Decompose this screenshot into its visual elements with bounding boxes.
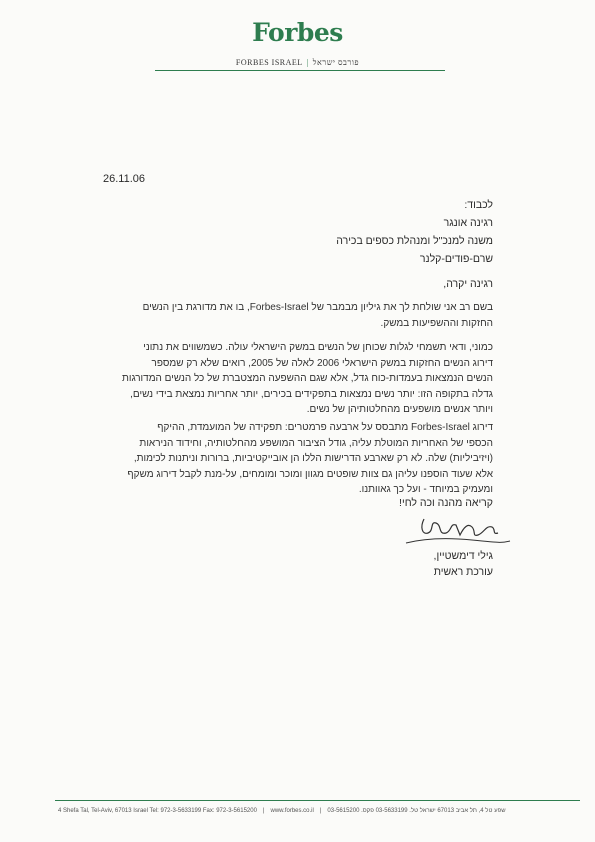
paragraph-line: גדלה בתקופה הזו: יותר נשים נמצאות בתפקידים בכירים, יותר אחריות נמצאת בידי נשים,	[130, 388, 493, 400]
paragraph-line: (ויזיביליות) שלה. לא רק שארבע הדרישות הללו הן אובייקטיביות, ברורות וניתנות לכימות,	[133, 453, 493, 464]
paragraph-line: כמוני, ודאי תשמחי לגלות שכוחן של הנשים במשק הישראלי עולה. כשמשווים את נתוני	[143, 342, 493, 353]
brand-line	[0, 58, 595, 67]
body-paragraph-2	[81, 340, 493, 418]
recipient-name: רגינה אונגר	[443, 217, 493, 229]
paragraph-line: הכספי של האחריות המוטלת עליה, גודל הציבור המושפע מהחלטותיה, וחידוד הניראות	[139, 437, 493, 449]
recipient-company: שרם-פודים-קלנר	[419, 253, 493, 265]
footer-divider	[55, 800, 580, 801]
recipient-block	[133, 196, 493, 268]
forbes-logo: Forbes	[252, 18, 343, 47]
signer-name: גילי דימשטיין,	[433, 550, 493, 562]
closing-line: קריאה מהנה וכה לחי!	[399, 497, 493, 509]
brand-separator-icon: |	[306, 58, 309, 67]
paragraph-line: ויותר אנשים מושפעים מהחלטותיהן של נשים.	[306, 404, 493, 415]
footer-separator-icon: |	[319, 808, 322, 814]
brand-name-english: FORBES ISRAEL	[235, 58, 303, 67]
body-paragraph-3	[81, 420, 493, 498]
paragraph-line: הנשים הנמצאות בעמדות-כוח גדל, אלא שגם ההשפעה המצטברת של כל הנשים המדורגות	[121, 373, 493, 384]
paragraph-line: החזקות וההשפיעות במשק.	[380, 317, 493, 329]
footer-separator-icon: |	[262, 808, 265, 814]
paragraph-line: דירוג הנשים החזקות במשק הישראלי 2006 לאלה של 2005, רואים שלא רק שמספר	[151, 357, 493, 369]
footer-website: www.forbes.co.il	[270, 808, 314, 814]
footer-address-english: 4 Shefa Tal, Tel-Aviv, 67013 Israel Tel: 972-3-5633199 Fax: 972-3-5615200	[58, 808, 257, 814]
signature-icon	[402, 513, 512, 549]
recipient-title: משנה למנכ"ל ומנהלת כספים בכירה	[336, 235, 493, 247]
footer-address-hebrew: שפע טל 4, תל אביב 67013 ישראל טל. 03-5633199 פקס. 03-5615200	[327, 808, 506, 814]
salutation: רגינה יקרה,	[443, 278, 493, 290]
signer-block	[293, 548, 493, 580]
paragraph-line: דירוג Forbes-Israel מתבסס על ארבעה פרמטרים: תפקידה של המועמדת, ההיקף	[157, 422, 493, 433]
paragraph-line: ומעמיק במיוחד - ועל כך גאוותנו.	[358, 484, 493, 495]
paragraph-line: בשם רב אני שולחת לך את גיליון מבמבר של Forbes-Israel, בו את מדורגת בין הנשים	[142, 302, 493, 313]
recipient-to-label: לכבוד:	[464, 199, 493, 211]
body-paragraph-1	[81, 300, 493, 331]
signer-title: עורכת ראשית	[433, 566, 493, 578]
header-divider	[155, 70, 445, 71]
paragraph-line: אלא שעוד הוספנו עליהן גם צוות שופטים מגוון ומוכר ומומחים, על-מנת לקבל דירוג משקף	[127, 468, 493, 480]
brand-name-hebrew: פורבס ישראל	[312, 58, 360, 67]
letter-date: 26.11.06	[103, 173, 146, 185]
footer	[58, 808, 583, 814]
